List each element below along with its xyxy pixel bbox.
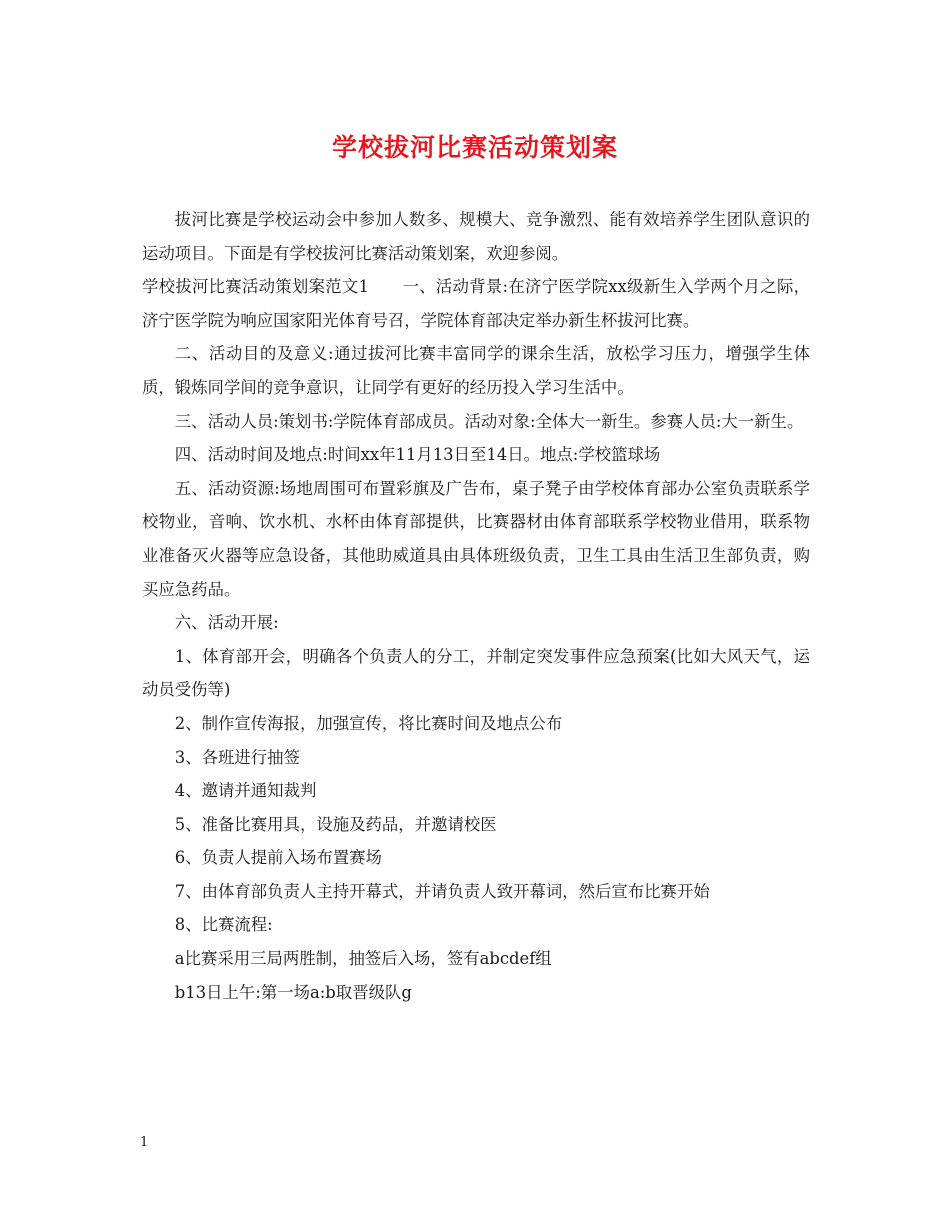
document-title: 学校拔河比赛活动策划案: [331, 133, 618, 162]
list-item-2: 2、制作宣传海报，加强宣传，将比赛时间及地点公布: [174, 713, 563, 733]
list-item-1: 1、体育部开会，明确各个负责人的分工，并制定突发事件应急预案(比如大风天气，运动员受伤等): [142, 646, 810, 700]
paragraph-intro: 拔河比赛是学校运动会中参加人数多、规模大、竞争激烈、能有效培养学生团队意识的运动项目。下面是有学校拔河比赛活动策划案，欢迎参阅。: [142, 210, 810, 263]
paragraph-personnel: 三、活动人员:策划书:学院体育部成员。活动对象:全体大一新生。参赛人员:大一新生。: [174, 411, 804, 431]
list-item-4: 4、邀请并通知裁判: [174, 781, 317, 801]
document-body: [142, 203, 810, 1009]
list-item-7: 7、由体育部负责人主持开幕式，并请负责人致开幕词，然后宣布比赛开始: [174, 881, 710, 901]
paragraph-time-place: 四、活动时间及地点:时间xx年11月13日至14日。地点:学校篮球场: [174, 445, 661, 465]
paragraph-purpose: 二、活动目的及意义:通过拔河比赛丰富同学的课余生活，放松学习压力，增强学生体质，锻炼同学间的竞争意识，让同学有更好的经历投入学习生活中。: [142, 344, 810, 397]
paragraph-background: 学校拔河比赛活动策划案范文1 一、活动背景:在济宁医学院xx级新生入学两个月之际，济宁医学院为响应国家阳光体育号召，学院体育部决定举办新生杯拔河比赛。: [142, 277, 810, 330]
sub-item-b: b13日上午:第一场a:b取晋级队g: [174, 982, 412, 1002]
paragraph-activity-heading: 六、活动开展:: [174, 613, 279, 633]
sub-item-a: a比赛采用三局两胜制，抽签后入场，签有abcdef组: [174, 949, 552, 969]
list-item-3: 3、各班进行抽签: [174, 747, 300, 767]
paragraph-resources: 五、活动资源:场地周围可布置彩旗及广告布，桌子凳子由学校体育部办公室负责联系学校物业，音响、饮水机、水杯由体育部提供，比赛器材由体育部联系学校物业借用，联系物业准备灭火器等应急设备，其他助威道具由具体班级负责，卫生工具由生活卫生部负责，购买应急药品。: [142, 478, 810, 599]
page-number: 1: [140, 1135, 149, 1150]
list-item-8: 8、比赛流程:: [174, 915, 273, 935]
list-item-6: 6、负责人提前入场布置赛场: [174, 848, 382, 868]
list-item-5: 5、准备比赛用具，设施及药品，并邀请校医: [174, 814, 497, 834]
